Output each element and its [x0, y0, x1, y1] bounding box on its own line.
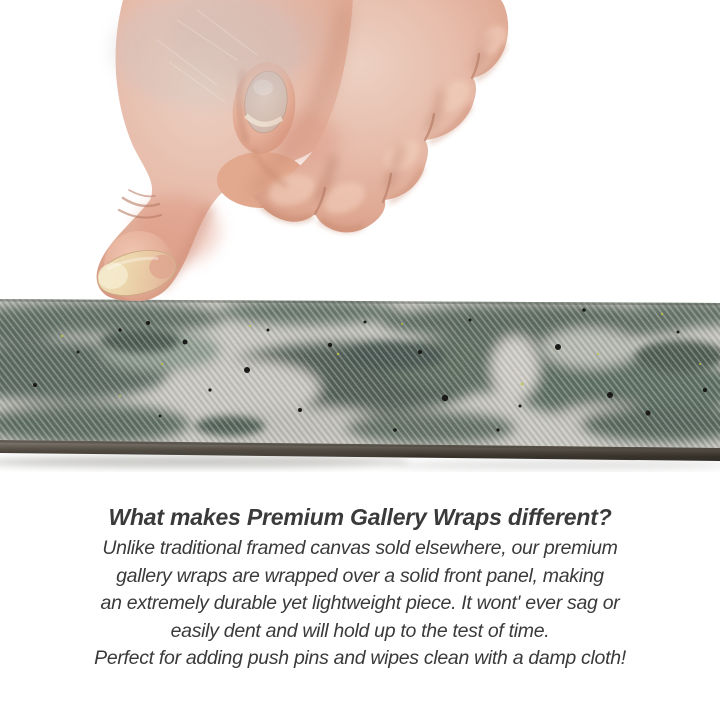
description-line: an extremely durable yet lightweight piece. It wont' ever sag or — [100, 592, 620, 614]
description-line: Unlike traditional framed canvas sold elsewhere, our premium — [102, 537, 618, 559]
canvas-texture — [0, 296, 720, 452]
fist-hand-photo — [57, 0, 517, 305]
description-line: easily dent and will hold up to the test of time. — [170, 619, 550, 642]
headline: What makes Premium Gallery Wraps different? — [108, 504, 612, 530]
description-block — [0, 502, 720, 673]
description-line: Perfect for adding push pins and wipes clean with a damp cloth! — [94, 647, 626, 669]
description-line: gallery wraps are wrapped over a solid front panel, making — [116, 564, 604, 587]
canvas-edge-strip — [0, 296, 720, 472]
